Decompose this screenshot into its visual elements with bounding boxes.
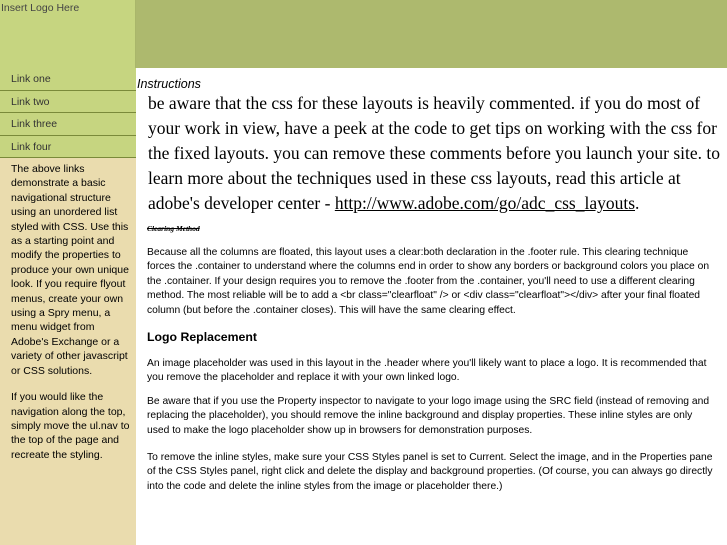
article (137, 224, 727, 494)
nav-link-four[interactable]: Link four (11, 140, 52, 153)
nav-link-two[interactable]: Link two (11, 95, 50, 108)
logo-paragraph-2: Be aware that if you use the Property inspector to navigate to your logo image using the SRC field (instead of removing and replacing the placeholder), you should remove the inline background and display properties. These inline styles are only used to make the logo placeholder show up in browsers for demonstration purposes. (147, 395, 710, 436)
sidebar-nav (0, 68, 136, 158)
logo-replacement-heading: Logo Replacement (147, 330, 258, 345)
instructions-text: be aware that the css for these layouts is heavily commented. if you do most of your work in view, have a peek at the code to get tips on working with the css for the fixed layouts. you can remove these comments before you launch your site. to learn more about the techniques used in these css layouts, read this article at adobe's developer center - (148, 93, 720, 213)
nav-item (0, 68, 136, 91)
logo-paragraph-3: To remove the inline styles, make sure your CSS Styles panel is set to Current. Select the image, and in the Properties pane of the CSS Styles panel, right click and delete the display and background properties. (Of course, you can always go directly into the code and delete the inline styles from the image or placeholder there.) (147, 452, 713, 492)
logo-placeholder (0, 0, 136, 68)
sidebar (0, 68, 136, 545)
clearing-paragraph: Because all the columns are floated, this layout uses a clear:both declaration in the .footer rule. This clearing technique forces the .container to understand where the columns end in order to show any borders or background colors you place on the .container. If your design requires you to remove the .footer from the .container, you'll need to use a different clearing method. The most reliable will be to add a <br class="clearfloat" /> or <div class="clearfloat"></div> after your final floated column (but before the .container closes). This will have the same clearing effect. (147, 247, 710, 316)
nav-link-three[interactable]: Link three (11, 118, 58, 130)
instructions-label: Instructions (137, 77, 201, 91)
clearing-method-heading: Clearing Method (147, 224, 200, 233)
sidebar-paragraph: If you would like the navigation along the top, simply move the ul.nav to the top of the page and recreate the styling. (11, 391, 130, 461)
nav-item (0, 136, 136, 159)
nav-link-one[interactable]: Link one (11, 73, 51, 85)
logo-paragraph-1: An image placeholder was used in this layout in the .header where you'll likely want to place a logo. It is recommended that you remove the placeholder and replace it with your own linked logo. (147, 358, 707, 384)
nav-item (0, 113, 136, 136)
adobe-layouts-link[interactable]: http://www.adobe.com/go/adc_css_layouts (334, 193, 636, 213)
main-content (137, 68, 727, 494)
logo-placeholder-text: Insert Logo Here (1, 2, 80, 14)
instructions-period: . (635, 193, 640, 213)
nav-item (0, 91, 136, 114)
sidebar-text (0, 158, 136, 462)
instructions-body (137, 91, 727, 216)
sidebar-paragraph: The above links demonstrate a basic navigational structure using an unordered list styled with CSS. Use this as a starting point and modify the properties to produce your own unique look. If you require flyout menus, create your own using a Spry menu, a menu widget from Adobe's Exchange or a variety of other javascript or CSS solutions. (11, 163, 129, 377)
